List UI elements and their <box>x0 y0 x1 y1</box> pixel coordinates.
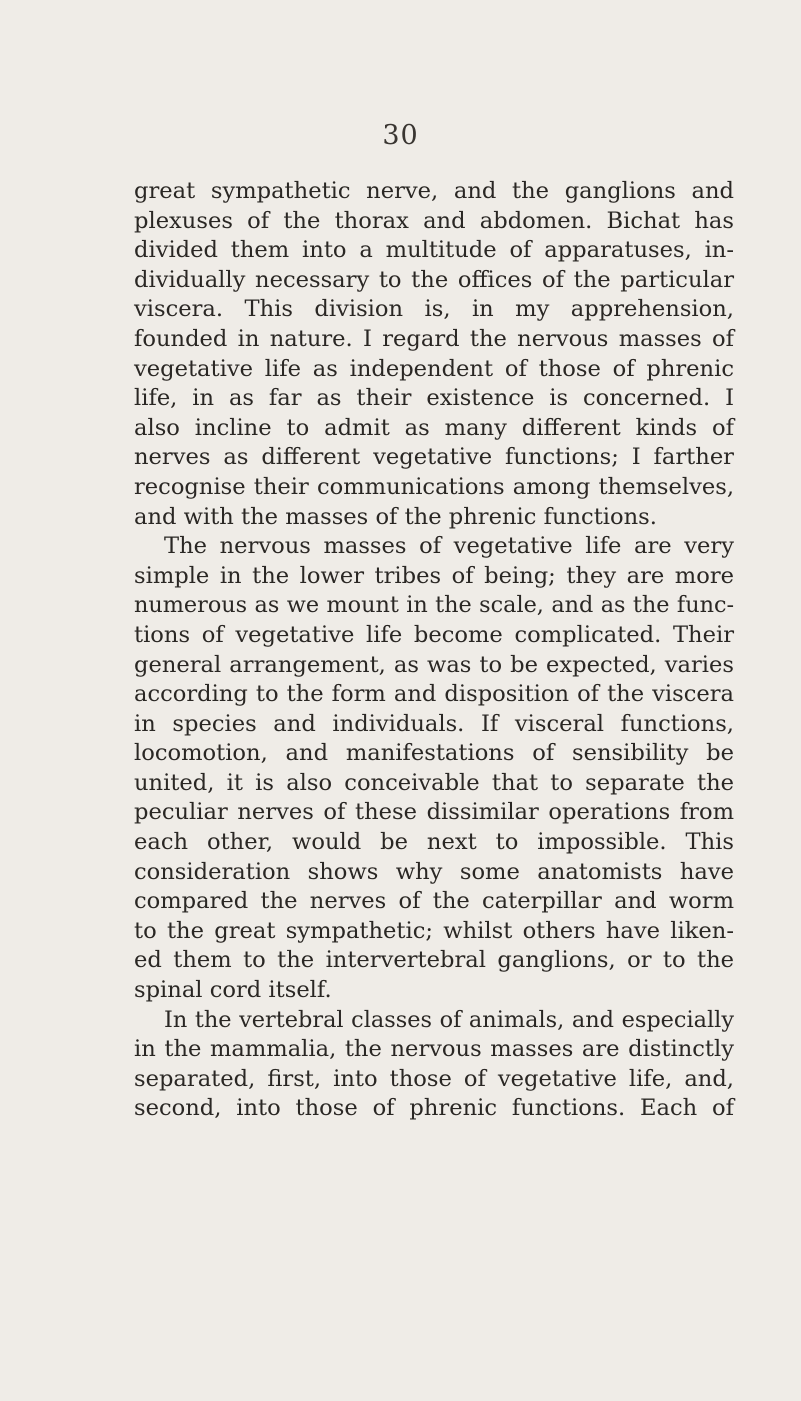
text-line: consideration shows why some anatomists have <box>134 858 734 885</box>
text-line: plexuses of the thorax and abdomen. Bichat has <box>134 207 734 234</box>
text-line: tions of vegetative life become complicated. Their <box>134 621 734 648</box>
text-line: second, into those of phrenic functions. Each of <box>134 1095 734 1122</box>
text-line: united, it is also conceivable that to separate the <box>134 769 734 796</box>
page-number: 30 <box>382 120 419 151</box>
text-line: dividually necessary to the offices of the particular <box>134 266 734 293</box>
text-line: in the mammalia, the nervous masses are distinctly <box>134 1036 734 1063</box>
paragraph <box>134 1006 734 1124</box>
text-line: general arrangement, as was to be expected, varies <box>134 651 734 678</box>
text-line: each other, would be next to impossible. This <box>134 829 734 856</box>
text-line: in species and individuals. If visceral functions, <box>134 710 734 737</box>
text-line: numerous as we mount in the scale, and as the func- <box>134 592 734 619</box>
text-line: founded in nature. I regard the nervous masses of <box>134 325 734 352</box>
text-line: to the great sympathetic; whilst others have liken- <box>134 917 734 944</box>
text-line: life, in as far as their existence is concerned. I <box>134 385 734 412</box>
text-line: recognise their communications among themselves, <box>134 473 734 500</box>
text-line: spinal cord itself. <box>134 977 332 1004</box>
paragraph <box>134 532 734 1006</box>
text-line: also incline to admit as many different kinds of <box>134 414 734 441</box>
text-line: locomotion, and manifestations of sensibility be <box>134 740 734 767</box>
body-text <box>134 177 734 1124</box>
text-line: ed them to the intervertebral ganglions, or to the <box>134 947 734 974</box>
text-line: great sympathetic nerve, and the ganglions and <box>134 178 734 204</box>
text-line: peculiar nerves of these dissimilar operations from <box>134 799 734 826</box>
text-line: divided them into a multitude of apparatuses, in- <box>134 237 734 264</box>
text-line: In the vertebral classes of animals, and especially <box>164 1006 734 1033</box>
text-line: compared the nerves of the caterpillar and worm <box>134 888 734 915</box>
text-line: The nervous masses of vegetative life are very <box>164 533 734 560</box>
paragraph <box>134 177 734 532</box>
text-line: according to the form and disposition of the viscera <box>134 681 734 708</box>
text-line: separated, first, into those of vegetative life, and, <box>134 1065 734 1092</box>
text-line: vegetative life as independent of those of phrenic <box>134 355 734 382</box>
text-line: simple in the lower tribes of being; they are more <box>134 562 734 589</box>
text-line: and with the masses of the phrenic functions. <box>134 503 657 530</box>
text-line: nerves as different vegetative functions; I farther <box>134 444 734 471</box>
text-line: viscera. This division is, in my apprehension, <box>134 296 734 323</box>
